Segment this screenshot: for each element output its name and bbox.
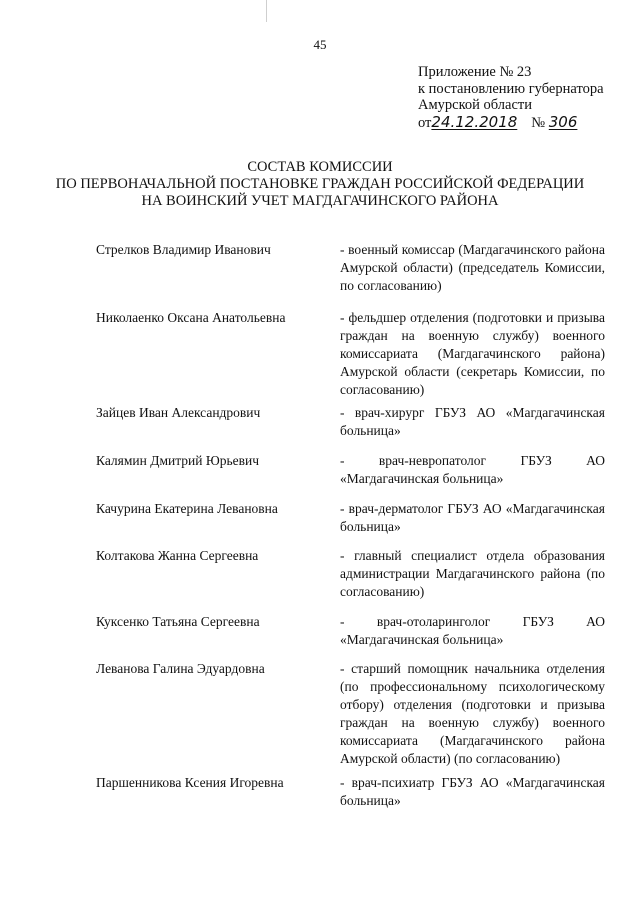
member-description: - главный специалист отдела образования администрации Магдагачинского района (по согласованию) <box>340 548 605 599</box>
appendix-block <box>418 64 618 131</box>
member-description: - врач-психиатр ГБУЗ АО «Магдагачинская больница» <box>340 775 605 808</box>
from-prefix: от <box>418 114 432 131</box>
page-number: 45 <box>313 37 327 52</box>
scan-mark <box>266 0 267 22</box>
title-line-3: НА ВОИНСКИЙ УЧЕТ МАГДАГАЧИНСКОГО РАЙОНА <box>141 193 499 209</box>
member-description: - врач-невропатолог ГБУЗ АО «Магдагачинская больница» <box>340 453 605 486</box>
member-name: Стрелков Владимир Иванович <box>96 242 271 257</box>
appendix-line-1: Приложение № 23 <box>418 64 532 80</box>
member-description: - военный комиссар (Магдагачинского района Амурской области) (председатель Комиссии, по согласованию) <box>340 242 605 293</box>
handwritten-date: 24.12.2018 <box>431 112 518 131</box>
appendix-line-3: Амурской области <box>418 97 532 113</box>
appendix-date-number-line <box>418 114 618 132</box>
member-name: Зайцев Иван Александрович <box>96 405 261 420</box>
member-description: - старший помощник начальника отделения (по профессиональному психологическому отбору) отделения (подготовки и призыва граждан на военную службу) военного комиссариата (Магдагачинского района Амурской области) (по согласованию) <box>340 661 605 766</box>
member-name: Качурина Екатерина Левановна <box>96 501 278 516</box>
title-line-2: ПО ПЕРВОНАЧАЛЬНОЙ ПОСТАНОВКЕ ГРАЖДАН РОССИЙСКОЙ ФЕДЕРАЦИИ <box>55 176 585 192</box>
document-title <box>0 159 640 210</box>
title-line-1: СОСТАВ КОМИССИИ <box>247 159 393 175</box>
handwritten-number: 306 <box>548 112 578 131</box>
appendix-line-2: к постановлению губернатора <box>418 80 604 97</box>
member-name: Куксенко Татьяна Сергеевна <box>96 614 260 629</box>
member-description: - фельдшер отделения (подготовки и призыва граждан на военную службу) военного комиссариата (Магдагачинского района) Амурской области (секретарь Комиссии, по согласованию) <box>340 310 605 397</box>
member-name: Леванова Галина Эдуардовна <box>96 661 265 676</box>
member-name: Калямин Дмитрий Юрьевич <box>96 453 260 468</box>
member-name: Николаенко Оксана Анатольевна <box>96 310 286 325</box>
member-description: - врач-отоларинголог ГБУЗ АО «Магдагачинская больница» <box>340 614 605 647</box>
number-prefix: № <box>531 114 546 131</box>
member-name: Паршенникова Ксения Игоревна <box>96 775 284 790</box>
member-name: Колтакова Жанна Сергеевна <box>96 548 259 563</box>
member-description: - врач-хирург ГБУЗ АО «Магдагачинская больница» <box>340 405 605 438</box>
member-description: - врач-дерматолог ГБУЗ АО «Магдагачинская больница» <box>340 501 605 534</box>
